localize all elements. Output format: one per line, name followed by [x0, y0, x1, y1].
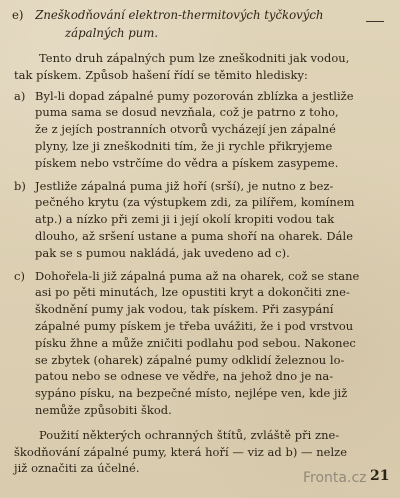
intro-line-2: tak pískem. Způsob hašení řídí se těmito hledisky:	[14, 67, 308, 82]
page-number: 21	[370, 468, 390, 484]
closing-line-2: škodňování zápalné pumy, která hoří — viz ad b) — nelze	[14, 444, 348, 459]
heading-line-2: zápalných pum.	[65, 26, 159, 40]
list-item-c-line-3: škodnění pumy jak vodou, tak pískem. Při zasypání	[35, 302, 334, 317]
list-item-c	[14, 268, 386, 419]
heading-line-1	[12, 6, 390, 24]
list-item-a-line-3: že z jejích postranních otvorů vycházejí jen zápalné	[35, 122, 336, 137]
intro-line-1: Tento druh zápalných pum lze zneškodniti jak vodou,	[39, 51, 350, 65]
list-item-label-c: c)	[14, 268, 25, 283]
list-item-b-line-2: pečného krytu (za výstupkem zdi, za pilířem, komínem	[35, 195, 355, 210]
list-item-b-line-4: dlouho, až sršení ustane a puma shoří na oharek. Dále	[35, 228, 354, 243]
list-item-a-line-5: pískem nebo vstrčíme do vědra a pískem zasypeme.	[35, 155, 339, 170]
closing-line-3: již označiti za účelné.	[14, 461, 140, 476]
list-item-a-line-2: puma sama se dosud nevzňala, což je patrno z toho,	[35, 105, 339, 120]
list-item-b	[14, 178, 386, 262]
list-item-b-line-3: atp.) a nízko při zemi ji i její okolí kropiti vodou tak	[35, 212, 335, 227]
section-heading	[12, 6, 390, 42]
list-item-c-line-7: patou nebo se odnese ve vědře, na jehož dno je na-	[35, 369, 334, 384]
list-item-label-a: a)	[14, 88, 26, 103]
list-item-c-line-4: zápalné pumy pískem je třeba uvážiti, že i pod vrstvou	[35, 318, 354, 333]
heading-title-line-1: Zneškodňování elektron-thermitových tyčkových	[35, 8, 324, 22]
list-item-c-line-1: Dohořela-li již zápalná puma až na oharek, což se stane	[35, 268, 360, 283]
site-watermark: Fronta.cz	[303, 470, 367, 486]
list-item-c-line-8: sypáno písku, na bezpečné místo, nejlépe ven, kde již	[35, 386, 348, 401]
list-item-label-b: b)	[14, 178, 26, 193]
closing-line-1: Použití některých ochranných štítů, zvláště při zne-	[39, 427, 340, 442]
heading-dash-mark	[366, 21, 384, 22]
list-item-c-line-5: písku žhne a může zničiti podlahu pod sebou. Nakonec	[35, 335, 356, 350]
list-item-a-line-1: Byl-li dopad zápalné pumy pozorován zblízka a jestliže	[35, 88, 354, 103]
list-item-c-line-9: nemůže způsobiti škod.	[35, 402, 172, 417]
list-item-b-line-1: Jestliže zápalná puma již hoří (srší), je nutno z bez-	[35, 178, 334, 193]
list-item-a-line-4: plyny, lze ji zneškodniti tím, že ji rychle přikryjeme	[35, 138, 333, 153]
list-item-c-line-2: asi po pěti minutách, lze opustiti kryt a dokončiti zne-	[35, 285, 350, 300]
paragraph-spacer	[14, 419, 386, 427]
list-item-c-line-6: se zbytek (oharek) zápalné pumy odklidí železnou lo-	[35, 352, 345, 367]
document-body	[14, 50, 386, 477]
list-item-a	[14, 88, 386, 172]
list-item-b-line-5: pak se s pumou nakládá, jak uvedeno ad c).	[35, 245, 290, 260]
heading-prefix: e)	[12, 8, 24, 22]
